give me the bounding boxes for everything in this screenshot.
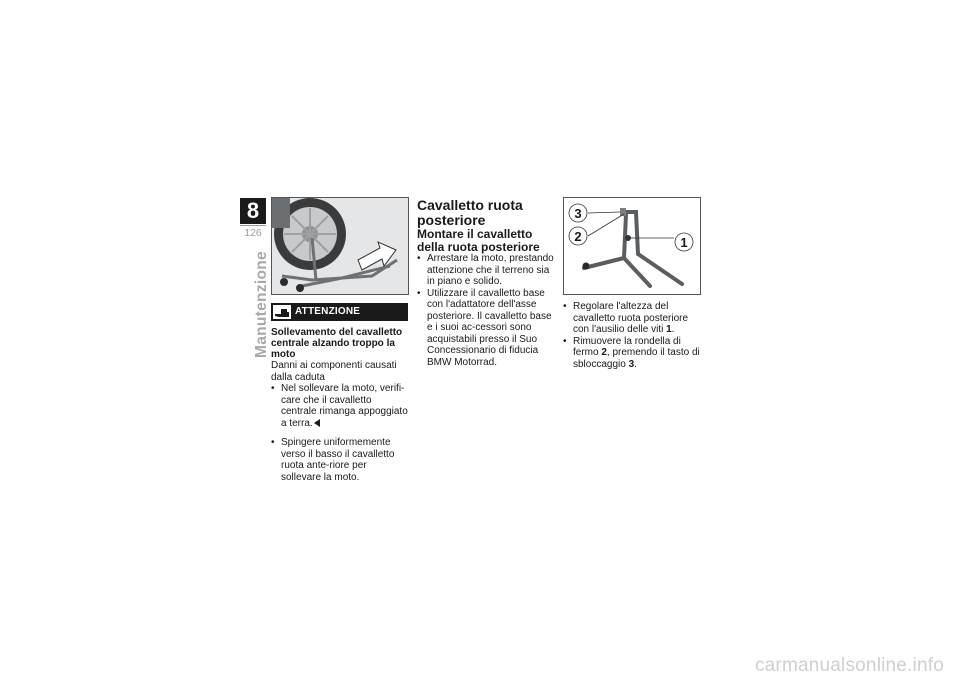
warning-label: ATTENZIONE bbox=[295, 306, 361, 317]
list-item: • Regolare l'altezza del cavalletto ruota posteriore con l'ausilio delle viti 1. bbox=[563, 301, 703, 336]
left-column bbox=[271, 327, 409, 483]
middle-column bbox=[417, 198, 554, 368]
warning-bullets bbox=[271, 383, 409, 429]
list-item: • Rimuovere la rondella di fermo 2, premendo il tasto di sbloccaggio 3. bbox=[563, 336, 703, 371]
front-stand-photo bbox=[271, 197, 409, 295]
site-watermark: carmanualsonline.info bbox=[754, 655, 944, 676]
hand-pointing-icon bbox=[273, 305, 291, 319]
callout-3: 3 bbox=[574, 206, 582, 221]
chapter-side-title: Manutenzione bbox=[253, 251, 270, 358]
middle-bullets bbox=[417, 253, 554, 368]
chapter-number: 8 bbox=[240, 198, 266, 224]
list-item: • Spingere uniformemente verso il basso il cavalletto ruota ante-riore per sollevare la moto. bbox=[271, 437, 409, 483]
page-number: 126 bbox=[244, 227, 262, 239]
warning-header bbox=[271, 303, 408, 321]
left-bullets bbox=[271, 437, 409, 483]
right-bullets bbox=[563, 301, 703, 370]
warning-title: Sollevamento del cavalletto centrale alzando troppo la moto bbox=[271, 327, 403, 360]
list-item: • Arrestare la moto, prestando attenzione che il terreno sia in piano e solido. bbox=[417, 253, 554, 288]
section-heading: Cavalletto ruota posteriore bbox=[417, 197, 523, 228]
callout-1: 1 bbox=[680, 235, 688, 250]
right-column bbox=[563, 301, 703, 370]
list-item: • Nel sollevare la moto, verifi-care che il cavalletto centrale rimanga appoggiato a terra. bbox=[271, 383, 409, 429]
chapter-divider bbox=[240, 225, 266, 226]
section-subheading: Montare il cavalletto della ruota posteriore bbox=[417, 227, 540, 254]
end-of-warning-icon bbox=[314, 419, 320, 427]
rear-stand-diagram bbox=[563, 197, 701, 295]
callout-2: 2 bbox=[574, 229, 582, 244]
warning-text: Danni ai componenti causati dalla caduta bbox=[271, 360, 397, 383]
list-item: • Utilizzare il cavalletto base con l'adattatore dell'asse posteriore. Il cavalletto base e i suoi ac-cessori sono acquistabili presso il Suo Concessionario di fiducia BMW Motorrad. bbox=[417, 288, 554, 369]
